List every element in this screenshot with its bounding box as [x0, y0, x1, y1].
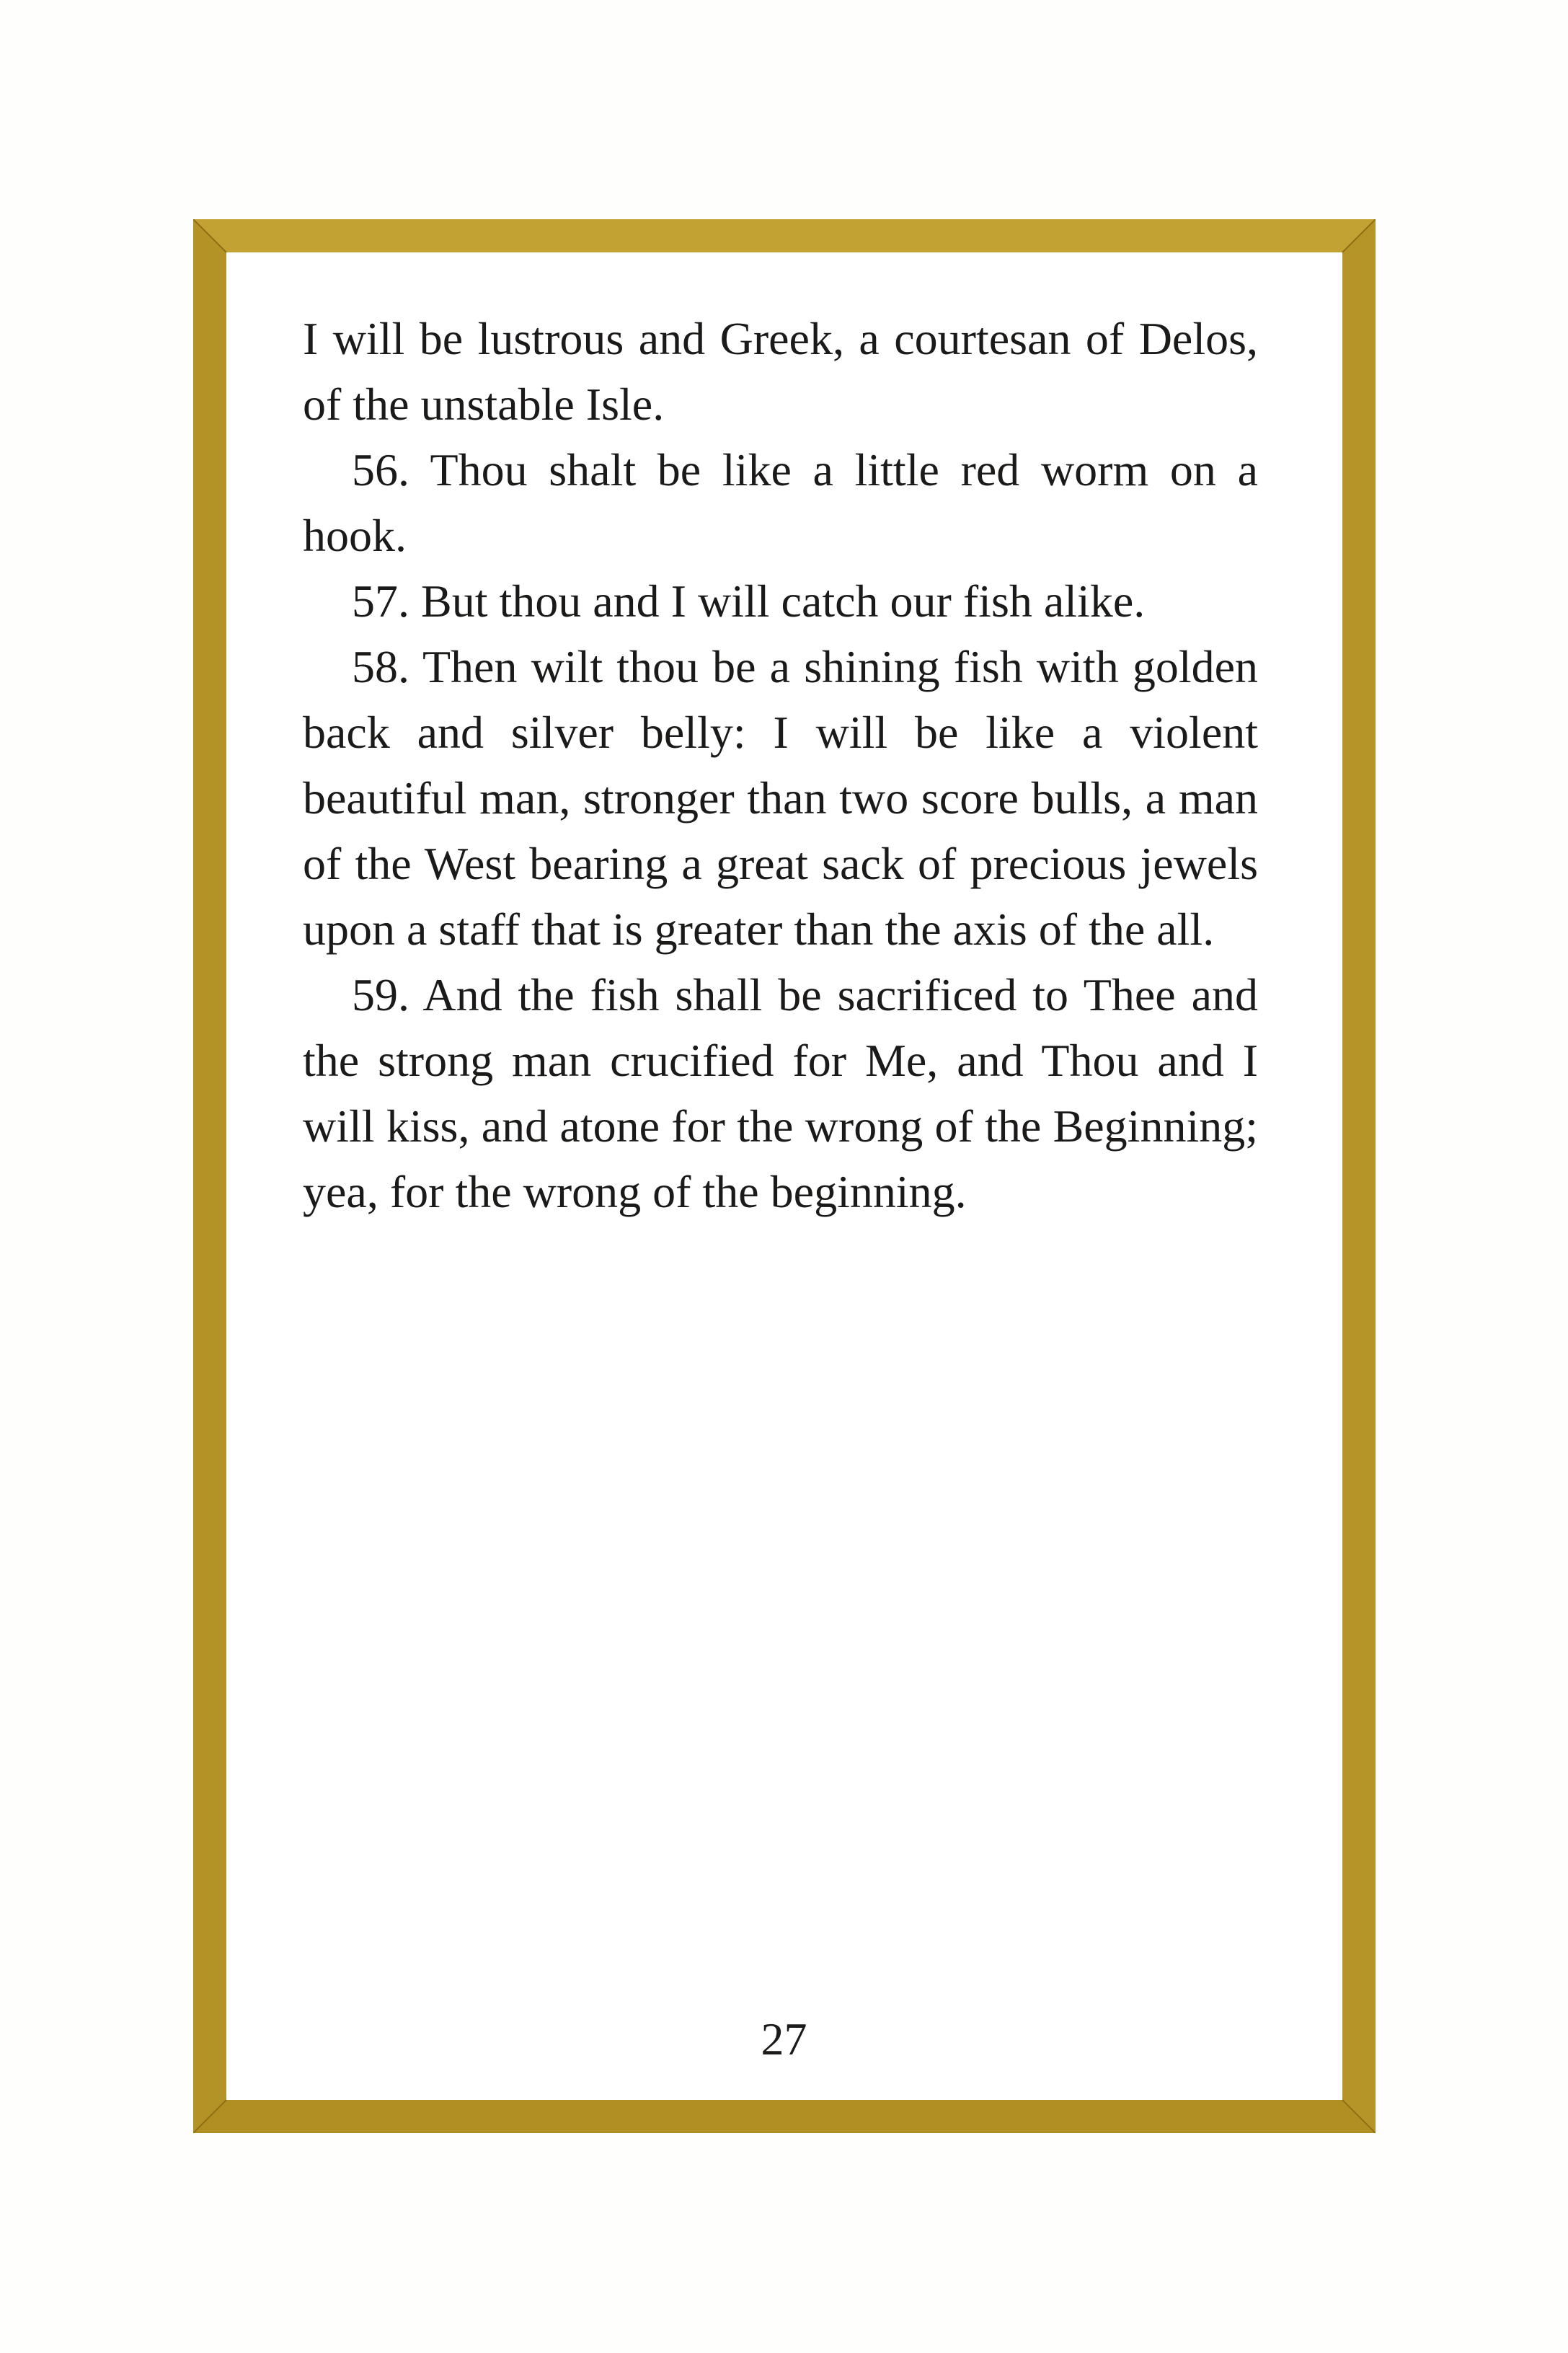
body-text: [303, 306, 1258, 1224]
verse-57: 57. But thou and I will catch our fish alike.: [352, 575, 1146, 627]
page-number: 27: [761, 2013, 807, 2065]
verse-56: 56. Thou shalt be like a little red worm on a hook.: [303, 444, 1258, 561]
paragraph-continuation: I will be lustrous and Greek, a courtesan of Delos, of the unstable Isle.: [303, 313, 1258, 430]
verse-58: 58. Then wilt thou be a shining fish with golden back and silver belly: I will be like a violent beautiful man, stronger than two score bulls, a man of the West bearing a great sack of precious jewels upon a staff that is greater than the axis of the all.: [303, 641, 1258, 955]
verse-59: 59. And the fish shall be sacrificed to Thee and the strong man crucified for Me, and Thou and I will kiss, and atone for the wrong of the Beginning; yea, for the wrong of the beginning.: [303, 969, 1258, 1217]
